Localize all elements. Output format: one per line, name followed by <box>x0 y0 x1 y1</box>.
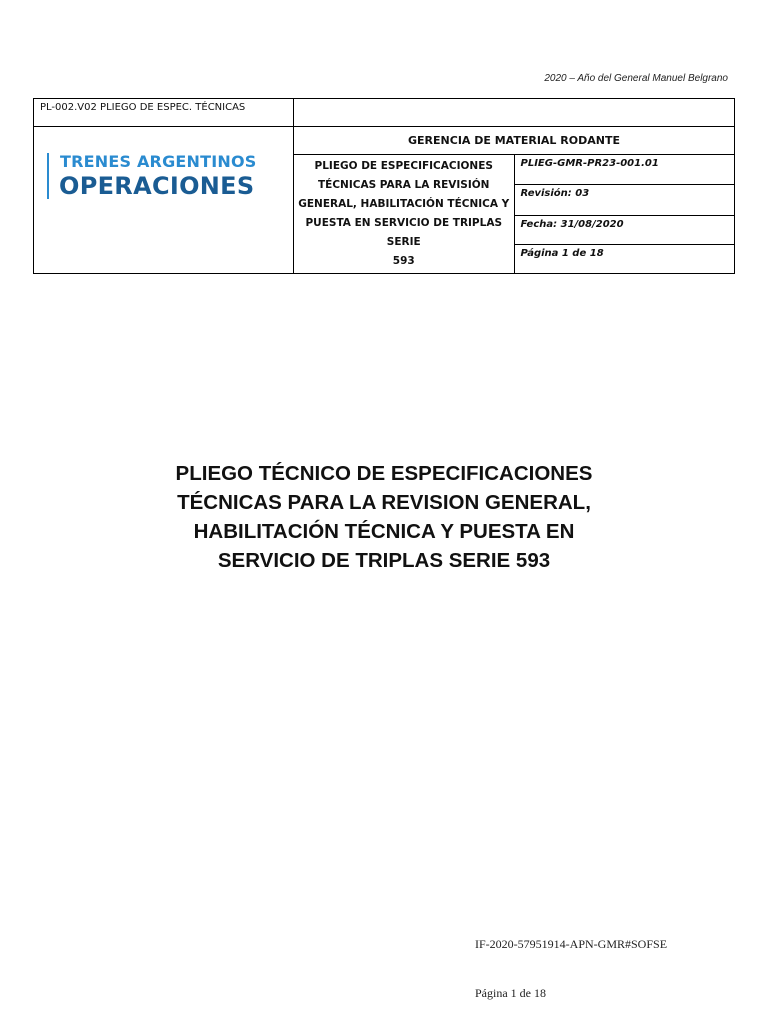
main-title-line: SERVICIO DE TRIPLAS SERIE 593 <box>217 549 551 572</box>
doc-pagina: Página 1 de 18 <box>514 244 735 273</box>
doc-title-line: TÉCNICAS PARA LA REVISIÓN <box>318 179 490 191</box>
page-footer: Página 1 de 18 <box>475 986 546 1000</box>
document-header-table <box>33 98 735 274</box>
doc-title-line: PUESTA EN SERVICIO DE TRIPLAS SERIE <box>305 217 503 248</box>
doc-reference: PLIEG-GMR-PR23-001.01 <box>514 155 735 185</box>
doc-revision: Revisión: 03 <box>514 185 735 215</box>
empty-header-cell <box>294 99 735 127</box>
doc-title-line: PLIEGO DE ESPECIFICACIONES <box>314 160 493 172</box>
main-title-line: HABILITACIÓN TÉCNICA Y PUESTA EN <box>193 520 575 543</box>
logo-line2: OPERACIONES <box>59 172 255 200</box>
main-title-line: PLIEGO TÉCNICO DE ESPECIFICACIONES <box>175 462 593 485</box>
logo-line1: TRENES ARGENTINOS <box>60 152 257 171</box>
doc-title-cell <box>294 155 515 274</box>
doc-title-line: 593 <box>392 255 415 267</box>
main-title <box>84 459 684 575</box>
doc-code: PL-002.V02 PLIEGO DE ESPEC. TÉCNICAS <box>34 99 294 127</box>
gerencia-label: GERENCIA DE MATERIAL RODANTE <box>294 127 735 155</box>
main-title-line: TÉCNICAS PARA LA REVISION GENERAL, <box>177 491 591 514</box>
doc-title-line: GENERAL, HABILITACIÓN TÉCNICA Y <box>298 198 510 210</box>
header-motto: 2020 – Año del General Manuel Belgrano <box>544 73 728 84</box>
logo-bar-icon <box>47 153 49 199</box>
doc-fecha: Fecha: 31/08/2020 <box>514 215 735 244</box>
logo-cell <box>34 127 294 274</box>
gde-document-id: IF-2020-57951914-APN-GMR#SOFSE <box>475 937 668 951</box>
